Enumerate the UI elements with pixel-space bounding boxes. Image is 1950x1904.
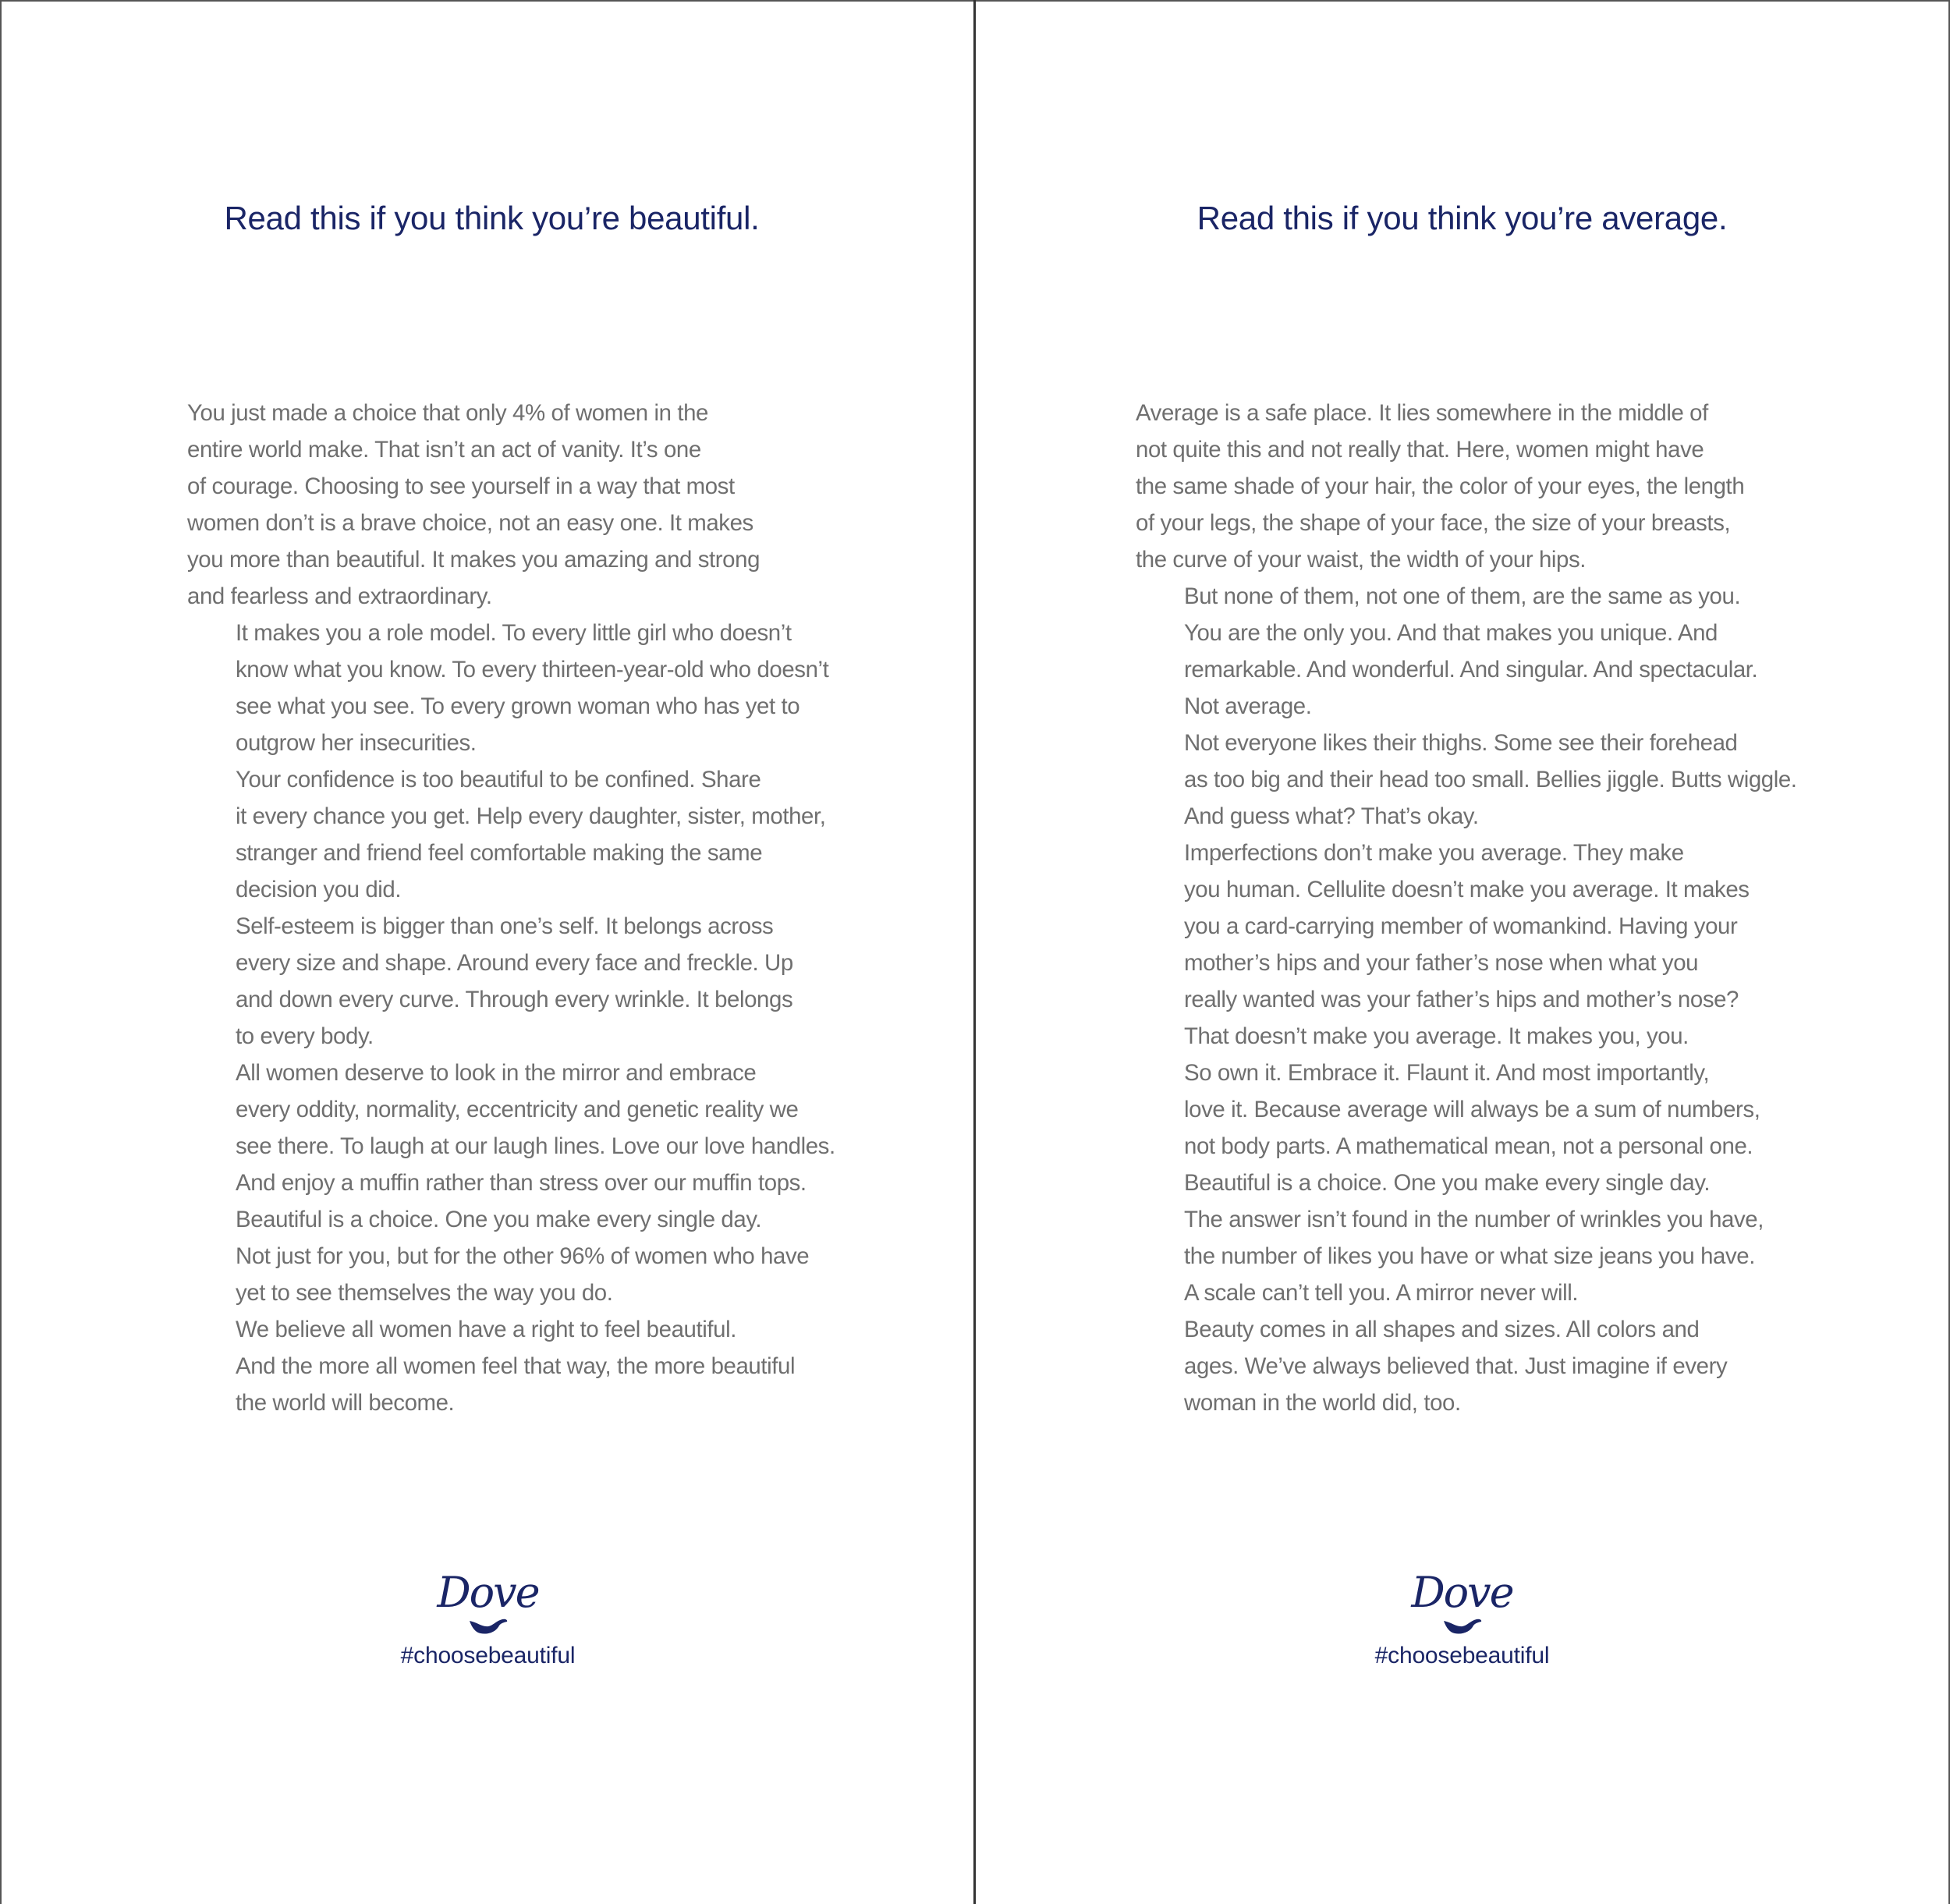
body-line: So own it. Embrace it. Flaunt it. And most importantly,	[1184, 1060, 1710, 1086]
body-line: Imperfections don’t make you average. They make	[1184, 840, 1684, 866]
body-line: You are the only you. And that makes you unique. And	[1184, 620, 1718, 646]
body-line: Average is a safe place. It lies somewhere in the middle of	[1136, 400, 1708, 426]
body-line: every size and shape. Around every face and freckle. Up	[236, 950, 793, 976]
body-line: remarkable. And wonderful. And singular. And spectacular.	[1184, 657, 1758, 683]
body-paragraph	[187, 1055, 835, 1201]
body-line: of courage. Choosing to see yourself in a way that most	[187, 473, 735, 499]
body-line: you more than beautiful. It makes you amazing and strong	[187, 547, 760, 573]
body-line: Not just for you, but for the other 96% of women who have	[236, 1243, 810, 1269]
body-paragraph	[187, 908, 803, 1055]
body-line: entire world make. That isn’t an act of vanity. It’s one	[187, 437, 701, 463]
body-line: The answer isn’t found in the number of wrinkles you have,	[1184, 1207, 1764, 1232]
right-hashtag: #choosebeautiful	[1374, 1643, 1550, 1668]
body-line: see what you see. To every grown woman who has yet to	[236, 693, 800, 719]
dove-bird-icon	[1442, 1616, 1483, 1636]
body-line: know what you know. To every thirteen-year-old who doesn’t	[236, 657, 829, 683]
body-line: yet to see themselves the way you do.	[236, 1280, 613, 1306]
body-line: But none of them, not one of them, are the same as you.	[1184, 583, 1741, 609]
body-line: mother’s hips and your father’s nose when what you	[1184, 950, 1699, 976]
body-line: All women deserve to look in the mirror and embrace	[236, 1060, 757, 1086]
body-paragraph	[187, 761, 826, 908]
left-hashtag: #choosebeautiful	[400, 1643, 576, 1668]
body-paragraph	[1136, 1311, 1752, 1421]
body-line: woman in the world did, too.	[1184, 1390, 1461, 1416]
left-body-copy	[187, 395, 835, 1421]
right-body-copy	[1136, 395, 1797, 1421]
body-line: to every body.	[236, 1023, 374, 1049]
body-line: Beauty comes in all shapes and sizes. All colors and	[1184, 1317, 1700, 1342]
body-line: really wanted was your father’s hips and mother’s nose?	[1184, 987, 1739, 1012]
body-line: Not everyone likes their thighs. Some see their forehead	[1184, 730, 1738, 756]
body-line: and down every curve. Through every wrinkle. It belongs	[236, 987, 793, 1012]
body-line: not quite this and not really that. Here, women might have	[1136, 437, 1704, 463]
left-headline: Read this if you think you’re beautiful.	[224, 200, 760, 236]
body-line: the number of likes you have or what size jeans you have.	[1184, 1243, 1755, 1269]
body-paragraph	[1136, 1165, 1764, 1311]
body-paragraph	[187, 395, 803, 615]
right-page	[976, 0, 1950, 1904]
body-line: women don’t is a brave choice, not an easy one. It makes	[187, 510, 753, 536]
body-line: You just made a choice that only 4% of women in the	[187, 400, 708, 426]
body-paragraph	[1136, 1055, 1760, 1165]
body-paragraph	[1136, 835, 1752, 1055]
body-line: Beautiful is a choice. One you make every single day.	[236, 1207, 762, 1232]
body-line: Beautiful is a choice. One you make every single day.	[1184, 1170, 1711, 1196]
body-line: A scale can’t tell you. A mirror never will.	[1184, 1280, 1579, 1306]
body-line: of your legs, the shape of your face, the size of your breasts,	[1136, 510, 1731, 536]
body-line: Not average.	[1184, 693, 1312, 719]
body-line: And enjoy a muffin rather than stress over our muffin tops.	[236, 1170, 807, 1196]
body-line: as too big and their head too small. Bellies jiggle. Butts wiggle.	[1184, 767, 1797, 792]
body-line: Self-esteem is bigger than one’s self. It belongs across	[236, 913, 774, 939]
body-line: the same shade of your hair, the color of your eyes, the length	[1136, 473, 1745, 499]
body-line: stranger and friend feel comfortable making the same	[236, 840, 763, 866]
body-line: ages. We’ve always believed that. Just imagine if every	[1184, 1353, 1728, 1379]
dove-bird-icon	[468, 1616, 509, 1636]
body-line: And guess what? That’s okay.	[1184, 803, 1479, 829]
body-line: That doesn’t make you average. It makes you, you.	[1184, 1023, 1689, 1049]
body-paragraph	[187, 1201, 810, 1311]
body-line: not body parts. A mathematical mean, not a personal one.	[1184, 1133, 1753, 1159]
right-brand-block	[975, 1569, 1949, 1669]
body-line: every oddity, normality, eccentricity and genetic reality we	[236, 1097, 799, 1122]
body-paragraph	[187, 1311, 803, 1421]
body-paragraph	[1136, 725, 1797, 835]
body-line: you human. Cellulite doesn’t make you average. It makes	[1184, 877, 1750, 902]
left-page	[0, 0, 974, 1904]
body-line: love it. Because average will always be a sum of numbers,	[1184, 1097, 1760, 1122]
body-line: decision you did.	[236, 877, 402, 902]
left-brand-block	[1, 1569, 975, 1669]
right-dove-logo-wordmark: Dove	[1411, 1568, 1513, 1617]
body-paragraph	[1136, 578, 1758, 725]
left-dove-logo-wordmark: Dove	[437, 1568, 539, 1617]
body-line: We believe all women have a right to feel beautiful.	[236, 1317, 736, 1342]
body-line: see there. To laugh at our laugh lines. Love our love handles.	[236, 1133, 835, 1159]
right-headline: Read this if you think you’re average.	[1197, 200, 1728, 236]
body-line: outgrow her insecurities.	[236, 730, 477, 756]
body-line: And the more all women feel that way, the more beautiful	[236, 1353, 796, 1379]
body-line: you a card-carrying member of womankind. Having your	[1184, 913, 1738, 939]
body-paragraph	[1136, 395, 1752, 578]
body-line: the world will become.	[236, 1390, 455, 1416]
body-line: It makes you a role model. To every little girl who doesn’t	[236, 620, 792, 646]
body-line: Your confidence is too beautiful to be confined. Share	[236, 767, 761, 792]
body-line: the curve of your waist, the width of your hips.	[1136, 547, 1587, 573]
body-line: and fearless and extraordinary.	[187, 583, 492, 609]
body-line: it every chance you get. Help every daughter, sister, mother,	[236, 803, 826, 829]
body-paragraph	[187, 615, 829, 761]
